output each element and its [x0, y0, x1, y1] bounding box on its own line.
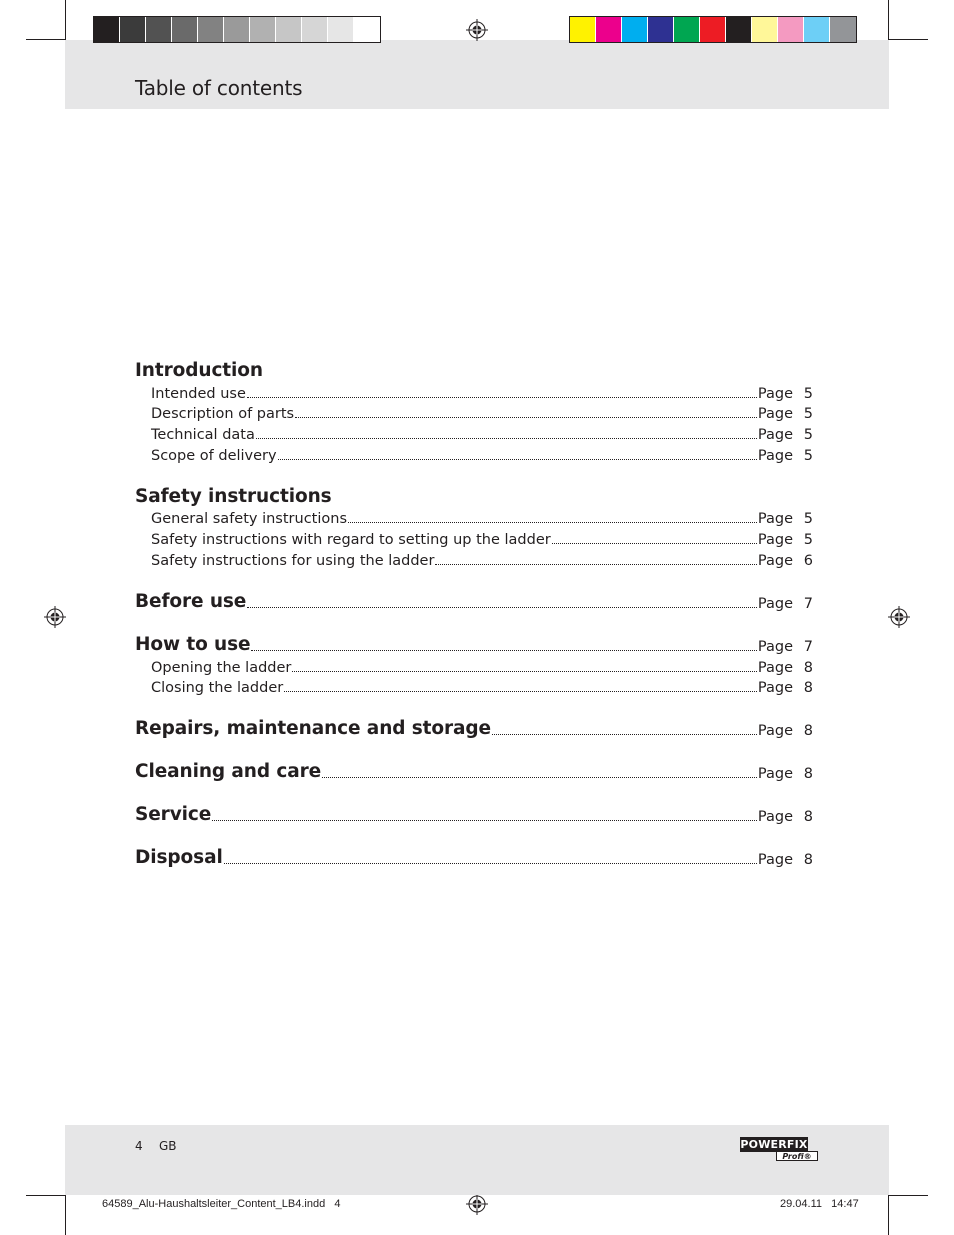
toc-section-title: Disposal [135, 847, 223, 869]
toc-entry-title: Scope of delivery [151, 447, 277, 464]
dot-leader [348, 522, 757, 523]
crop-mark [26, 39, 66, 40]
footer-language-code: GB [159, 1139, 177, 1153]
crop-mark [888, 39, 928, 40]
brand-logo-main: POWERFIX [740, 1138, 808, 1151]
crop-mark [888, 0, 889, 40]
color-swatch [700, 17, 726, 42]
process-color-bar [569, 16, 857, 43]
toc-section-row [135, 708, 813, 739]
color-swatch [146, 17, 172, 42]
toc-section-page-label: Page [757, 723, 793, 740]
toc-entry-page-number: 5 [803, 427, 813, 444]
dot-leader [224, 863, 757, 864]
color-swatch [778, 17, 804, 42]
crop-mark [65, 0, 66, 40]
toc-entry-page-label: Page [757, 511, 793, 528]
slug-datetime: 29.04.11 14:47 [780, 1198, 859, 1210]
toc-entry-title: Safety instructions for using the ladder [151, 552, 435, 569]
toc-section-page-label: Page [757, 638, 793, 655]
toc-entry-page-number: 5 [803, 447, 813, 464]
color-swatch [570, 17, 596, 42]
dot-leader [552, 543, 757, 544]
registration-mark-icon [44, 606, 66, 628]
color-swatch [830, 17, 856, 42]
toc-entry-row [135, 422, 813, 443]
registration-mark-icon [466, 1193, 488, 1215]
color-swatch [726, 17, 752, 42]
color-swatch [302, 17, 328, 42]
color-swatch [120, 17, 146, 42]
toc-entry-row [135, 381, 813, 402]
slug-filename: 64589_Alu-Haushaltsleiter_Content_LB4.indd 4 [102, 1198, 341, 1210]
toc-entry-title: Intended use [151, 385, 246, 402]
toc-section [135, 751, 813, 782]
crop-mark [26, 1195, 66, 1196]
table-of-contents [135, 350, 813, 880]
toc-entry-page-number: 5 [803, 385, 813, 402]
toc-section-page-number: 8 [803, 723, 813, 740]
crop-mark [888, 1195, 889, 1235]
toc-section [135, 476, 813, 569]
color-swatch [276, 17, 302, 42]
toc-section-row [135, 624, 813, 655]
toc-entry-title: General safety instructions [151, 511, 348, 528]
dot-leader [322, 777, 757, 778]
brand-logo-sub: Profi® [776, 1151, 818, 1161]
toc-section-row [135, 350, 813, 381]
toc-entry-title: Safety instructions with regard to setting up the ladder [151, 532, 551, 549]
toc-section [135, 624, 813, 696]
dot-leader [247, 397, 757, 398]
color-swatch [648, 17, 674, 42]
toc-entry-page-number: 5 [803, 532, 813, 549]
toc-entry-page-number: 6 [803, 552, 813, 569]
color-swatch [250, 17, 276, 42]
toc-section-title: Before use [135, 590, 247, 612]
dot-leader [212, 820, 757, 821]
toc-section-title: Repairs, maintenance and storage [135, 718, 492, 740]
color-swatch [94, 17, 120, 42]
toc-entry-title: Opening the ladder [151, 659, 292, 676]
toc-section-row [135, 751, 813, 782]
toc-section-page-label: Page [757, 766, 793, 783]
toc-entry-page-label: Page [757, 659, 793, 676]
toc-entry-row [135, 676, 813, 697]
toc-entry-row [135, 527, 813, 548]
toc-entry-row [135, 655, 813, 676]
color-swatch [804, 17, 830, 42]
toc-entry-page-label: Page [757, 385, 793, 402]
dot-leader [435, 564, 756, 565]
gray-color-bar [93, 16, 381, 43]
toc-entry-page-label: Page [757, 552, 793, 569]
registration-mark-icon [466, 19, 488, 41]
toc-entry-title: Closing the ladder [151, 680, 284, 697]
toc-entry-page-label: Page [757, 427, 793, 444]
toc-entry-row [135, 548, 813, 569]
dot-leader [278, 459, 757, 460]
toc-entry-page-label: Page [757, 447, 793, 464]
toc-section-row [135, 581, 813, 612]
toc-entry-page-number: 5 [803, 511, 813, 528]
brand-logo [740, 1137, 818, 1161]
toc-section-page-number: 7 [803, 638, 813, 655]
toc-section-page-label: Page [757, 852, 793, 869]
dot-leader [251, 650, 756, 651]
color-swatch [328, 17, 354, 42]
toc-section-row [135, 794, 813, 825]
toc-entry-title: Technical data [151, 427, 255, 444]
toc-section-page-label: Page [757, 595, 793, 612]
toc-section-row [135, 476, 813, 507]
toc-section [135, 794, 813, 825]
dot-leader [492, 734, 757, 735]
color-swatch [752, 17, 778, 42]
toc-section-title: Safety instructions [135, 485, 332, 507]
toc-section-title: How to use [135, 633, 251, 655]
crop-mark [888, 1195, 928, 1196]
toc-section [135, 350, 813, 464]
toc-section-title: Introduction [135, 360, 263, 381]
color-swatch [172, 17, 198, 42]
toc-entry-row [135, 443, 813, 464]
color-swatch [596, 17, 622, 42]
toc-entry-page-label: Page [757, 532, 793, 549]
toc-entry-page-number: 8 [803, 659, 813, 676]
page-title: Table of contents [135, 76, 303, 100]
color-swatch [622, 17, 648, 42]
toc-entry-page-label: Page [757, 680, 793, 697]
toc-section-page-number: 7 [803, 595, 813, 612]
toc-section [135, 581, 813, 612]
dot-leader [295, 417, 757, 418]
toc-section [135, 708, 813, 739]
dot-leader [256, 438, 757, 439]
toc-section-row [135, 837, 813, 868]
footer-page-number: 4 [135, 1139, 143, 1153]
toc-section-page-label: Page [757, 809, 793, 826]
toc-entry-page-label: Page [757, 406, 793, 423]
toc-section-page-number: 8 [803, 766, 813, 783]
toc-section-title: Cleaning and care [135, 761, 322, 783]
color-swatch [224, 17, 250, 42]
registration-mark-icon [888, 606, 910, 628]
toc-entry-row [135, 402, 813, 423]
color-swatch [198, 17, 224, 42]
color-swatch [674, 17, 700, 42]
crop-mark [65, 1195, 66, 1235]
toc-entry-row [135, 507, 813, 528]
toc-entry-page-number: 5 [803, 406, 813, 423]
color-swatch [354, 17, 380, 42]
toc-section [135, 837, 813, 868]
dot-leader [284, 691, 757, 692]
toc-entry-title: Description of parts [151, 406, 295, 423]
toc-entry-page-number: 8 [803, 680, 813, 697]
toc-section-page-number: 8 [803, 852, 813, 869]
dot-leader [292, 671, 757, 672]
toc-section-title: Service [135, 804, 212, 826]
toc-section-page-number: 8 [803, 809, 813, 826]
dot-leader [247, 607, 757, 608]
